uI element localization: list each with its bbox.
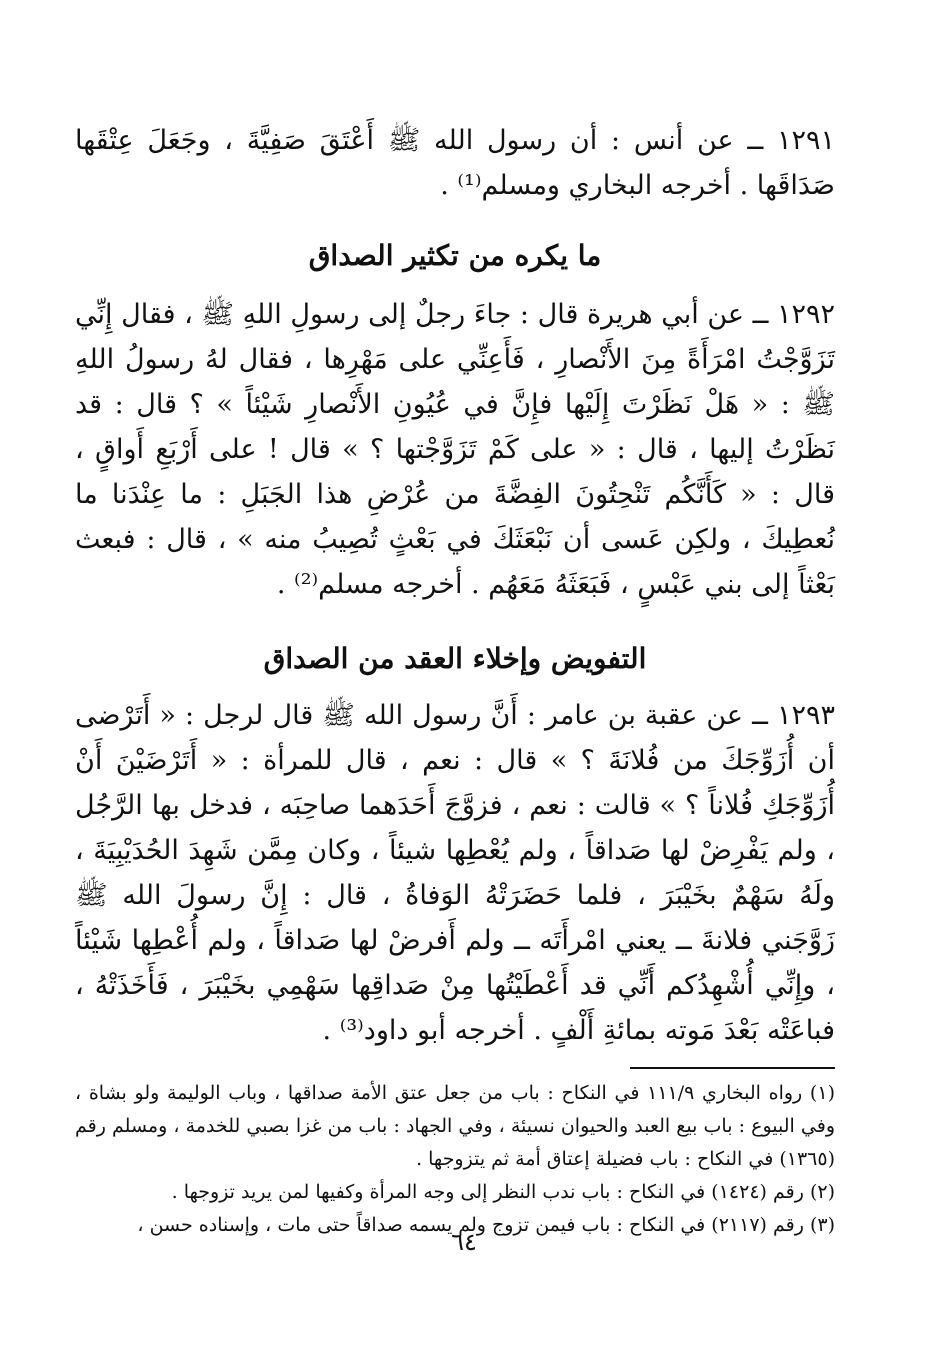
hadith-1292: ١٢٩٢ ــ عن أبي هريرة قال : جاءَ رجلٌ إلى رسولِ اللهِ ﷺ ، فقال إِنِّي تَزَوَّجْتُ امْرَأَةً مِنَ الأَنْصارِ ، فَأَعِنِّي على مَهْرِها ، فقال لهُ رسولُ اللهِ ﷺ : « هَلْ نَظَرْتَ إِلَيْها فإِنَّ في عُيُونِ الأَنْصارِ شَيْئاً » ؟ قال : قد نَظَرْتُ إليها ، قال : « على كَمْ تَزَوَّجْتها ؟ » قال ! على أَرْبَعِ أَواقٍ ، قال : « كَأَنَّكُم تَنْحِتُونَ الفِضَّةَ من عُرْضِ هذا الجَبَلِ : ما عِنْدَنا ما نُعطِيكَ ، ولكِن عَسى أن نَبْعَثَكَ في بَعْثٍ تُصِيبُ منه » ، قال : فبعث بَعْثاً إلى بني عَبْسٍ ، فَبَعَثَهُ مَعَهُم . أخرجه مسلم⁽²⁾ . xyxy=(75,299,835,600)
hadith-1293: ١٢٩٣ ــ عن عقبة بن عامر : أَنَّ رسول الله ﷺ قال لرجل : « أَتَرْضى أن أُزَوِّجَكَ من فُلانَةَ ؟ » قال : نعم ، قال للمرأة : « أَتَرْضَيْنَ أَنْ أُزَوِّجَكِ فُلاناً ؟ » قالت : نعم ، فزوَّجَ أَحَدَهما صاحِبَه ، فدخل بها الرَّجُل ، ولم يَفْرِضْ لها صَداقاً ، ولم يُعْطِها شيئاً ، وكان مِمَّن شَهِدَ الحُدَيْبِيَةَ ، ولَهُ سَهْمٌ بخَيْبَرَ ، فلما حَضَرَتْهُ الوَفاةُ ، قال : إِنَّ رسولَ الله ﷺ زَوَّجَني فلانةَ ــ يعني امْرأَتَه ــ ولم أَفرضْ لها صَداقاً ، ولم أُعْطِها شَيْئاً ، وإِنِّي أُشْهِدُكم أَنِّي قد أَعْطَيْتُها مِنْ صَداقِها سَهْمِي بخَيْبَرَ ، فَأَخَذَتْهُ ، فباعَتْه بَعْدَ مَوته بمائةِ أَلْفٍ . أخرجه أبو داود⁽³⁾ . xyxy=(75,700,835,1046)
hadith-1291: ١٢٩١ ــ عن أنس : أن رسول الله ﷺ أَعْتَقَ صَفِيَّةَ ، وجَعَلَ عِتْقَها صَدَاقَها . أخرجه البخاري ومسلم⁽¹⁾ . xyxy=(75,125,835,201)
book-page xyxy=(75,118,835,1242)
footnote-1: (١) رواه البخاري ١١١/٩ في النكاح : باب من جعل عتق الأمة صداقها ، وباب الوليمة ولو بشاة ، وفي البيوع : باب بيع العبد والحيوان نسيئة ، وفي الجهاد : باب من غزا بصبي للخدمة ، ومسلم رقم (١٣٦٥) في النكاح : باب فضيلة إعتاق أمة ثم يتزوجها . xyxy=(75,1082,835,1170)
section-heading-excessive-dowry: ما يكره من تكثير الصداق xyxy=(308,239,602,272)
page-number: ٦٤ xyxy=(451,1228,477,1256)
footnote-divider xyxy=(630,1067,835,1069)
footnote-3: (٣) رقم (٢١١٧) في النكاح : باب فيمن تزوج ولم يسمه صداقاً حتى مات ، وإسناده حسن ، xyxy=(137,1214,835,1236)
footnotes xyxy=(75,1077,835,1242)
footnote-2: (٢) رقم (١٤٢٤) في النكاح : باب ندب النظر إلى وجه المرأة وكفيها لمن يريد تزوجها . xyxy=(171,1181,835,1203)
section-heading-delegation: التفويض وإخلاء العقد من الصداق xyxy=(263,642,647,675)
